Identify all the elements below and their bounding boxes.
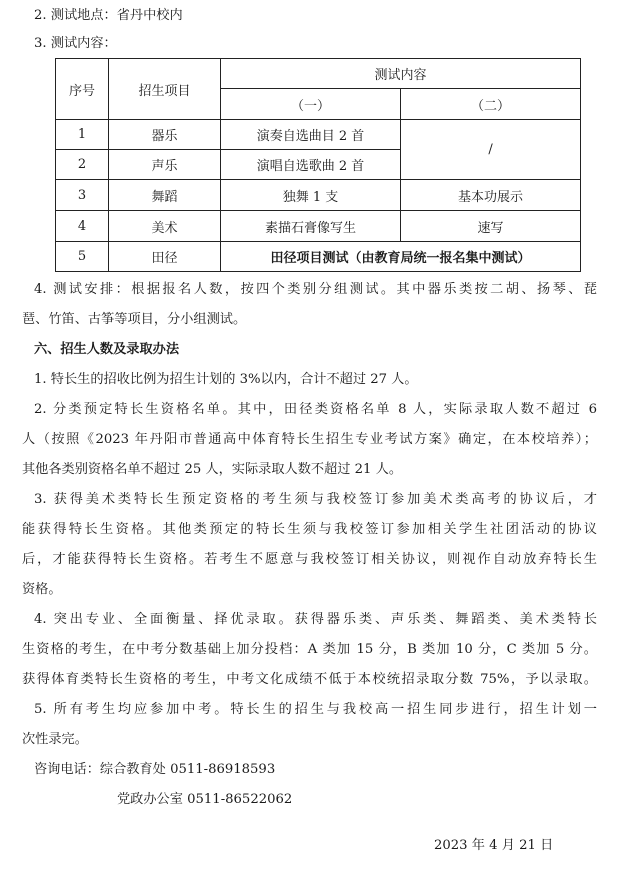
rule-4-line-2: 生资格的考生，在中考分数基础上加分投档：A 类加 15 分，B 类加 10 分，C 类加 5 分。 xyxy=(22,642,597,657)
header-content: 测试内容 xyxy=(221,59,581,89)
rule-1: 1. 特长生的招收比例为招生计划的 3%以内，合计不超过 27 人。 xyxy=(34,372,418,387)
row-seq: 1 xyxy=(56,120,109,150)
row-seq: 4 xyxy=(56,211,109,242)
row-test-merged: 田径项目测试（由教育局统一报名集中测试） xyxy=(221,242,581,272)
table-row xyxy=(56,242,581,272)
row-test-one: 独舞 1 支 xyxy=(221,180,401,211)
contact-phone-1: 咨询电话：综合教育处 0511-86918593 xyxy=(34,762,276,777)
row-project: 田径 xyxy=(109,242,221,272)
header-part-two: （二） xyxy=(401,89,581,120)
row-test-two-slash: / xyxy=(401,120,581,180)
rule-4-line-3: 获得体育类特长生资格的考生，中考文化成绩不低于本校统招录取分数 75%，予以录取。 xyxy=(22,672,597,687)
rule-2-line-3: 其他各类别资格名单不超过 25 人，实际录取人数不超过 21 人。 xyxy=(22,462,403,477)
table-row xyxy=(56,180,581,211)
row-test-one: 演唱自选歌曲 2 首 xyxy=(221,150,401,180)
contact-phone-2: 党政办公室 0511-86522062 xyxy=(117,792,293,807)
row-project: 声乐 xyxy=(109,150,221,180)
arrangement-line-2: 琶、竹笛、古筝等项目，分小组测试。 xyxy=(22,312,247,327)
rule-3-line-3: 后，才能获得特长生资格。若考生不愿意与我校签订相关协议，则视作自动放弃特长生 xyxy=(22,552,597,567)
row-seq: 5 xyxy=(56,242,109,272)
row-test-one: 演奏自选曲目 2 首 xyxy=(221,120,401,150)
test-content-table xyxy=(55,58,581,272)
rule-5-line-1: 5. 所有考生均应参加中考。特长生的招生与我校高一招生同步进行，招生计划一 xyxy=(34,702,597,717)
document-date: 2023 年 4 月 21 日 xyxy=(434,838,554,853)
rule-3-line-4: 资格。 xyxy=(22,582,62,597)
rule-3-line-2: 能获得特长生资格。其他类预定的特长生须与我校签订参加相关学生社团活动的协议 xyxy=(22,522,597,537)
header-seq: 序号 xyxy=(56,59,109,120)
rule-3-line-1: 3. 获得美术类特长生预定资格的考生须与我校签订参加美术类高考的协议后，才 xyxy=(34,492,597,507)
rule-2-line-2: 人（按照《2023 年丹阳市普通高中体育特长生招生专业考试方案》确定，在本校培养）； xyxy=(22,432,597,447)
row-project: 美术 xyxy=(109,211,221,242)
header-project: 招生项目 xyxy=(109,59,221,120)
row-seq: 2 xyxy=(56,150,109,180)
test-content-heading: 3. 测试内容： xyxy=(34,36,117,51)
header-part-one: （一） xyxy=(221,89,401,120)
row-test-one: 素描石膏像写生 xyxy=(221,211,401,242)
test-location: 2. 测试地点：省丹中校内 xyxy=(34,8,183,23)
row-seq: 3 xyxy=(56,180,109,211)
rule-2-line-1: 2. 分类预定特长生资格名单。其中，田径类资格名单 8 人，实际录取人数不超过 6 xyxy=(34,402,597,417)
row-test-two: 速写 xyxy=(401,211,581,242)
row-test-two: 基本功展示 xyxy=(401,180,581,211)
rule-5-line-2: 次性录完。 xyxy=(22,732,88,747)
table-row xyxy=(56,211,581,242)
row-project: 舞蹈 xyxy=(109,180,221,211)
table-row xyxy=(56,120,581,150)
section-six-heading: 六、招生人数及录取办法 xyxy=(34,342,180,357)
rule-4-line-1: 4. 突出专业、全面衡量、择优录取。获得器乐类、声乐类、舞蹈类、美术类特长 xyxy=(34,612,597,627)
row-project: 器乐 xyxy=(109,120,221,150)
arrangement-line-1: 4. 测试安排：根据报名人数，按四个类别分组测试。其中器乐类按二胡、扬琴、琵 xyxy=(34,282,597,297)
